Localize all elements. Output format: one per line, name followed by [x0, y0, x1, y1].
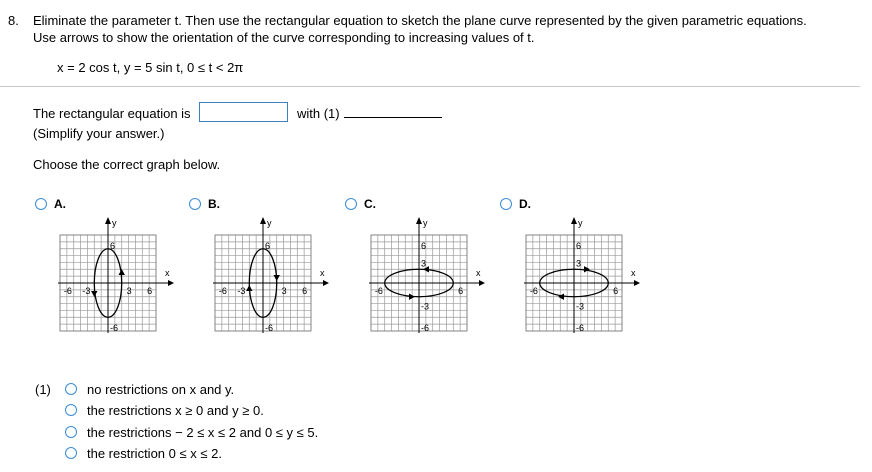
x-axis-label: x: [320, 268, 325, 278]
orientation-arrow: [91, 291, 97, 297]
x-axis-label: x: [631, 268, 636, 278]
y-axis-arrow: [260, 217, 266, 224]
x-axis-arrow: [168, 280, 174, 286]
restriction-label-3: the restrictions − 2 ≤ x ≤ 2 and 0 ≤ y ≤ 5.: [87, 425, 319, 440]
tick-label: -3: [82, 286, 91, 296]
tick-label: 6: [265, 240, 271, 251]
restriction-radio-4[interactable]: [65, 447, 77, 459]
divider: [0, 86, 860, 87]
question-text-line2: Use arrows to show the orientation of the curve corresponding to increasing values of t.: [33, 30, 535, 45]
tick-label: 6: [110, 240, 116, 251]
option-c-label: C.: [364, 197, 376, 211]
x-axis-arrow: [634, 280, 640, 286]
tick-label: 6: [421, 240, 427, 251]
y-axis-label: y: [112, 218, 117, 228]
y-axis-arrow: [571, 217, 577, 224]
tick-label: 6: [302, 286, 308, 296]
tick-label: 6: [458, 286, 464, 296]
answer-suffix: with (1): [297, 106, 340, 121]
restriction-label-1: no restrictions on x and y.: [87, 382, 235, 397]
question-text-line1: Eliminate the parameter t. Then use the rectangular equation to sketch the plane curve represented by the given parametric equations.: [33, 13, 807, 28]
tick-label: -6: [63, 286, 72, 296]
tick-label: -6: [421, 323, 430, 334]
tick-label: -6: [218, 286, 227, 296]
restriction-blank[interactable]: [344, 117, 442, 118]
graph-b[interactable]: [207, 215, 333, 345]
restriction-radio-3[interactable]: [65, 426, 77, 438]
y-axis-label: y: [423, 218, 428, 228]
y-axis-arrow: [105, 217, 111, 224]
option-a-radio[interactable]: [35, 198, 47, 210]
option-b-label: B.: [208, 197, 220, 211]
option-b-radio[interactable]: [189, 198, 201, 210]
tick-label: 6: [613, 286, 619, 296]
graph-a[interactable]: [52, 215, 178, 345]
restriction-radio-1[interactable]: [65, 383, 77, 395]
orientation-arrow: [584, 266, 590, 272]
tick-label: -6: [265, 323, 274, 334]
tick-label: -6: [529, 286, 538, 296]
tick-label: -6: [110, 323, 119, 334]
y-axis-label: y: [578, 218, 583, 228]
parametric-equations: x = 2 cos t, y = 5 sin t, 0 ≤ t < 2π: [57, 60, 244, 75]
tick-label: -6: [576, 323, 585, 334]
y-axis-label: y: [267, 218, 272, 228]
orientation-arrow: [558, 294, 564, 300]
x-axis-label: x: [476, 268, 481, 278]
rectangular-equation-input[interactable]: [199, 102, 288, 122]
restrictions-prefix: (1): [35, 382, 51, 397]
x-axis-arrow: [479, 280, 485, 286]
question-number: 8.: [8, 13, 19, 28]
orientation-arrow: [246, 285, 252, 291]
tick-label: 3: [576, 258, 582, 269]
graph-prompt: Choose the correct graph below.: [33, 157, 221, 172]
tick-label: -3: [421, 301, 430, 312]
tick-label: 6: [147, 286, 153, 296]
tick-label: -3: [576, 301, 585, 312]
graph-d[interactable]: [518, 215, 644, 345]
restriction-radio-2[interactable]: [65, 404, 77, 416]
option-d-label: D.: [519, 197, 531, 211]
option-c-radio[interactable]: [345, 198, 357, 210]
answer-prefix: The rectangular equation is: [33, 106, 191, 121]
tick-label: 3: [281, 286, 287, 296]
option-a-label: A.: [54, 197, 66, 211]
x-axis-label: x: [165, 268, 170, 278]
restriction-label-2: the restrictions x ≥ 0 and y ≥ 0.: [87, 403, 264, 418]
tick-label: 6: [576, 240, 582, 251]
orientation-arrow: [274, 275, 280, 281]
simplify-hint: (Simplify your answer.): [33, 126, 165, 141]
tick-label: -3: [237, 286, 246, 296]
orientation-arrow: [119, 269, 125, 275]
tick-label: 3: [126, 286, 132, 296]
restriction-label-4: the restriction 0 ≤ x ≤ 2.: [87, 446, 222, 461]
option-d-radio[interactable]: [500, 198, 512, 210]
x-axis-arrow: [323, 280, 329, 286]
tick-label: 3: [421, 258, 427, 269]
tick-label: -6: [374, 286, 383, 296]
graph-c[interactable]: [363, 215, 489, 345]
y-axis-arrow: [416, 217, 422, 224]
